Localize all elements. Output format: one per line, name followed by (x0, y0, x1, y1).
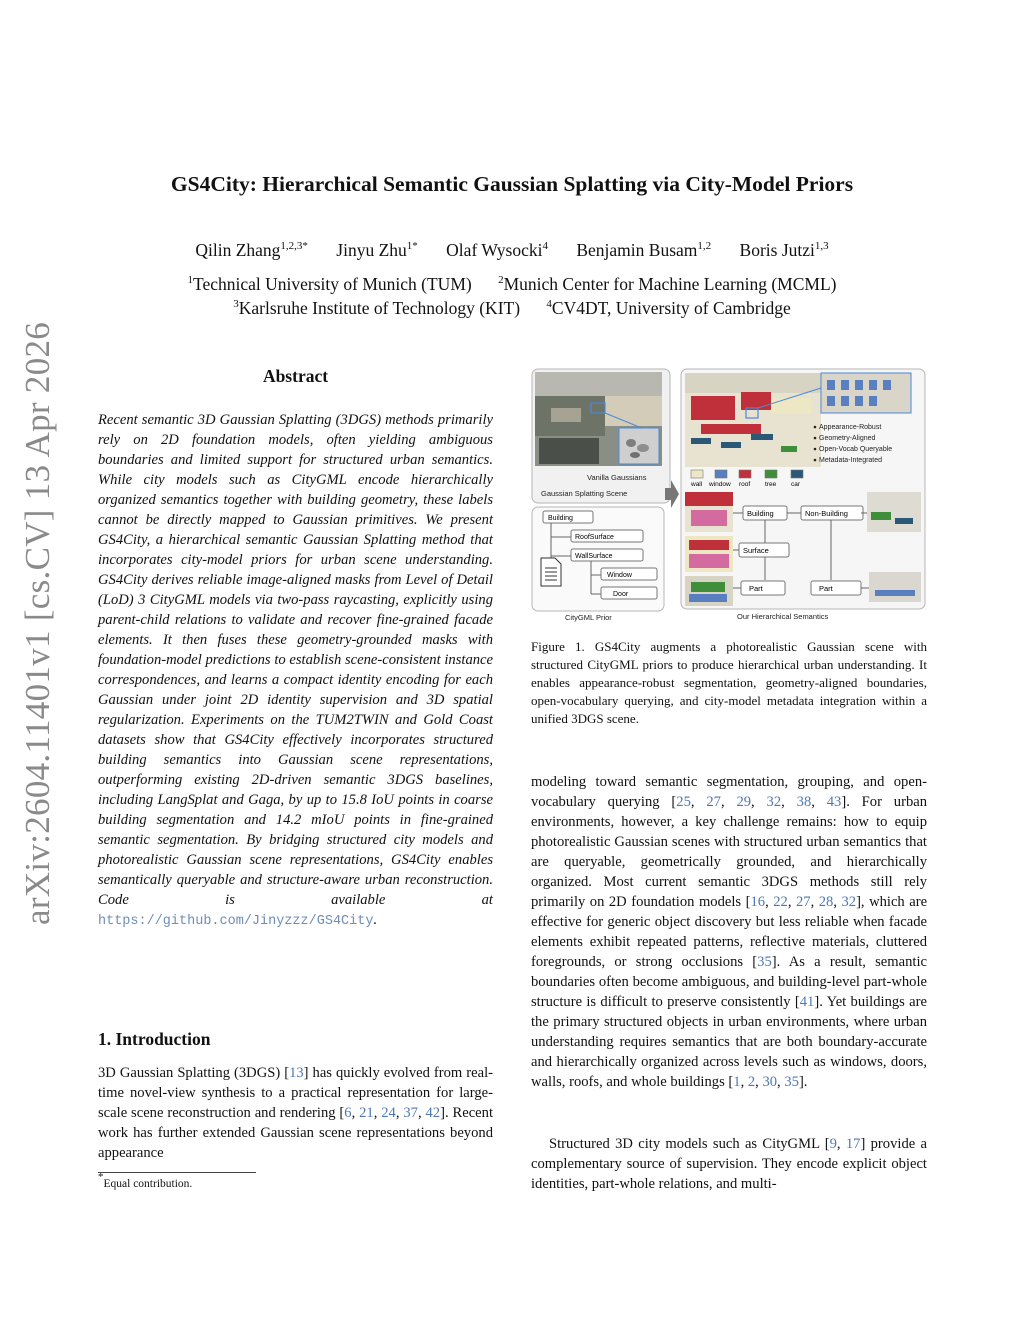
citation-link[interactable]: 9 (829, 1136, 837, 1152)
feature-item: Appearance-Robust (819, 424, 882, 431)
intro-paragraph-right: modeling toward semantic segmentation, grouping, and open-vocabulary querying [25, 27, 29, 32, 38, 43]. For urban environments, however, a key challenge remains: how to equip photorealistic Gaussian scenes with structured urban semantics that are queryable, geometrically grounded, and hierarchically organized. Most current semantic 3DGS methods still rely primarily on 2D foundation models [16, 22, 27, 28, 32], which are effective for generic object discovery but less reliable when facade elements exhibit repeated patterns, reflective materials, cluttered foregrounds, or strong occlusions [35]. As a result, semantic boundaries often become ambiguous, and building-level part-whole structure is difficult to preserve consistently [41]. Yet buildings are the primary structured objects in urban environments, where urban understanding requires semantics that are both boundary-accurate and hierarchically organized across levels such as windows, doors, walls, roofs, and whole buildings [1, 2, 30, 35]. (531, 774, 928, 1090)
affiliation: $^3$Karlsruhe Institute of Technology (KIT) (233, 298, 521, 318)
citation-link[interactable]: 25 (676, 794, 691, 810)
feature-item: Geometry-Aligned (819, 435, 876, 442)
hier-node-part: Part (819, 584, 833, 593)
legend-label: roof (739, 481, 751, 488)
citation-link[interactable]: 27 (795, 894, 811, 910)
legend-swatch-roof (739, 470, 751, 478)
hier-node-non-building: Non-Building (805, 509, 848, 518)
citygml-node-building: Building (548, 515, 573, 522)
legend-swatch-wall (691, 470, 703, 478)
hierarchy-label: Our Hierarchical Semantics (737, 612, 829, 621)
footnote: *Equal contribution. (98, 1171, 193, 1190)
citation-link[interactable]: 37 (403, 1105, 418, 1121)
citation-link[interactable]: 13 (289, 1065, 304, 1081)
abstract-body: Recent semantic 3D Gaussian Splatting (3DGS) methods primarily rely on 2D foundation models, often yielding ambiguous boundaries and limited support for structured urban semantics. While city models such as CityGML encode hierarchically organized semantics together with building geometry, these labels cannot be directly mapped to Gaussian primitives. We present GS4City, a hierarchical semantic Gaussian Splatting method that incorporates city-model priors for urban scene understanding. GS4City derives reliable image-aligned masks from Level of Detail (LoD) 3 CityGML models via two-pass raycasting, explicitly using parent-child relations to validate and recover fine-grained facade elements. It then fuses these geometry-grounded masks with foundation-model predictions to establish scene-consistent instance correspondences, and learns a compact identity encoding for each Gaussian under joint 2D identity supervision and 3D spatial regularization. Experiments on the TUM2TWIN and Gold Coast datasets show that GS4City effectively incorporates structured building semantics into Gaussian scene representations, outperforming existing 2D-driven semantic 3DGS baselines, including LangSplat and Gaga, by up to 15.8 IoU points in coarse building segmentation and 14.2 mIoU points in fine-grained semantic segmentation. By bridging structured city models and photorealistic Gaussian scene representations, GS4City enables semantically queryable and structure-aware urban reconstruction. Code is available at https://github.com/Jinyzzz/GS4City. (98, 412, 493, 929)
affiliation: $^1$Technical University of Munich (TUM) (187, 274, 472, 294)
citation-link[interactable]: 32 (841, 894, 857, 910)
citation-link[interactable]: 41 (799, 994, 815, 1010)
citation-link[interactable]: 42 (425, 1105, 441, 1121)
citygml-node-roofsurface: RoofSurface (575, 534, 614, 541)
legend-label: tree (765, 481, 777, 488)
citation-link[interactable]: 6 (344, 1105, 352, 1121)
citygml-label: CityGML Prior (565, 613, 612, 622)
citygml-node-wallsurface: WallSurface (575, 553, 613, 560)
citation-link[interactable]: 2 (747, 1074, 756, 1090)
citation-link[interactable]: 30 (762, 1074, 778, 1090)
citation-link[interactable]: 28 (818, 894, 834, 910)
affiliation: $^4$CV4DT, University of Cambridge (546, 298, 791, 318)
citation-link[interactable]: 38 (796, 794, 812, 810)
abstract-heading: Abstract (262, 366, 329, 386)
intro-paragraph-right-2: Structured 3D city models such as CityGML [9, 17] provide a complementary source of supervision. They encode explicit object identities, part-whole relations, and multi- (531, 1136, 927, 1192)
feature-item: Metadata-Integrated (819, 457, 883, 464)
hier-node-surface: Surface (743, 546, 769, 555)
vanilla-gaussians-label: Vanilla Gaussians (587, 473, 647, 482)
legend-label: window (709, 481, 731, 488)
legend-label: wall (691, 481, 703, 488)
citygml-node-window: Window (607, 572, 632, 579)
citation-link[interactable]: 35 (757, 954, 772, 970)
citation-link[interactable]: 35 (784, 1074, 799, 1090)
hier-node-part: Part (749, 584, 763, 593)
intro-paragraph-1: 3D Gaussian Splatting (3DGS) [13] has quickly evolved from real-time novel-view synthesis to a practical representation for large-scale scene reconstruction and rendering [6, 21, 24, 37, 42]. Recent work has further extended Gaussian scene representations beyond appearance (98, 1065, 493, 1161)
figure-caption: Figure 1. GS4City augments a photorealistic Gaussian scene with structured CityGML priors to produce hierarchical urban understanding. It enables appearance-robust segmentation, geometry-aligned boundaries, open-vocabulary querying, and city-model metadata integration within a unified 3DGS scene. (531, 639, 927, 726)
affiliation-line-1 (0, 274, 1024, 295)
author: Jinyu Zhu$^{1*}$ (336, 240, 418, 260)
citygml-node-door: Door (613, 591, 629, 598)
vanilla-gaussians-image (535, 372, 662, 466)
citation-link[interactable]: 24 (381, 1105, 396, 1121)
code-link[interactable]: https://github.com/Jinyzzz/GS4City (98, 914, 374, 929)
legend-label: car (791, 481, 801, 488)
affiliation: $^2$Munich Center for Machine Learning (MCML) (498, 274, 837, 294)
figure-1 (531, 368, 927, 622)
citation-link[interactable]: 1 (733, 1074, 741, 1090)
citation-link[interactable]: 16 (750, 894, 766, 910)
legend-swatch-tree (765, 470, 777, 478)
citation-link[interactable]: 22 (773, 894, 788, 910)
hier-node-building: Building (747, 509, 774, 518)
affiliation-line-2 (0, 298, 1024, 319)
citation-link[interactable]: 29 (736, 794, 752, 810)
citation-link[interactable]: 32 (766, 794, 782, 810)
citation-link[interactable]: 43 (826, 794, 842, 810)
document-icon (541, 558, 561, 586)
feature-item: Open-Vocab Queryable (819, 446, 893, 453)
introduction-heading: 1. Introduction (98, 1029, 211, 1049)
legend-swatch-window (715, 470, 727, 478)
arxiv-side-stamp: arXiv:2604.11401v1 [cs.CV] 13 Apr 2026 (18, 321, 57, 925)
footnote-rule (98, 1172, 256, 1173)
author-list (0, 240, 1024, 261)
author: Qilin Zhang$^{1,2,3*}$ (195, 240, 308, 260)
author: Olaf Wysocki$^4$ (446, 240, 548, 260)
author: Boris Jutzi$^{1,3}$ (739, 240, 829, 260)
citation-link[interactable]: 27 (706, 794, 721, 810)
paper-title: GS4City: Hierarchical Semantic Gaussian Splatting via City-Model Priors (170, 172, 854, 196)
author: Benjamin Busam$^{1,2}$ (576, 240, 712, 260)
legend-swatch-car (791, 470, 803, 478)
citation-link[interactable]: 17 (845, 1136, 861, 1152)
scene-label: Gaussian Splatting Scene (541, 489, 628, 498)
citation-link[interactable]: 21 (359, 1105, 374, 1121)
